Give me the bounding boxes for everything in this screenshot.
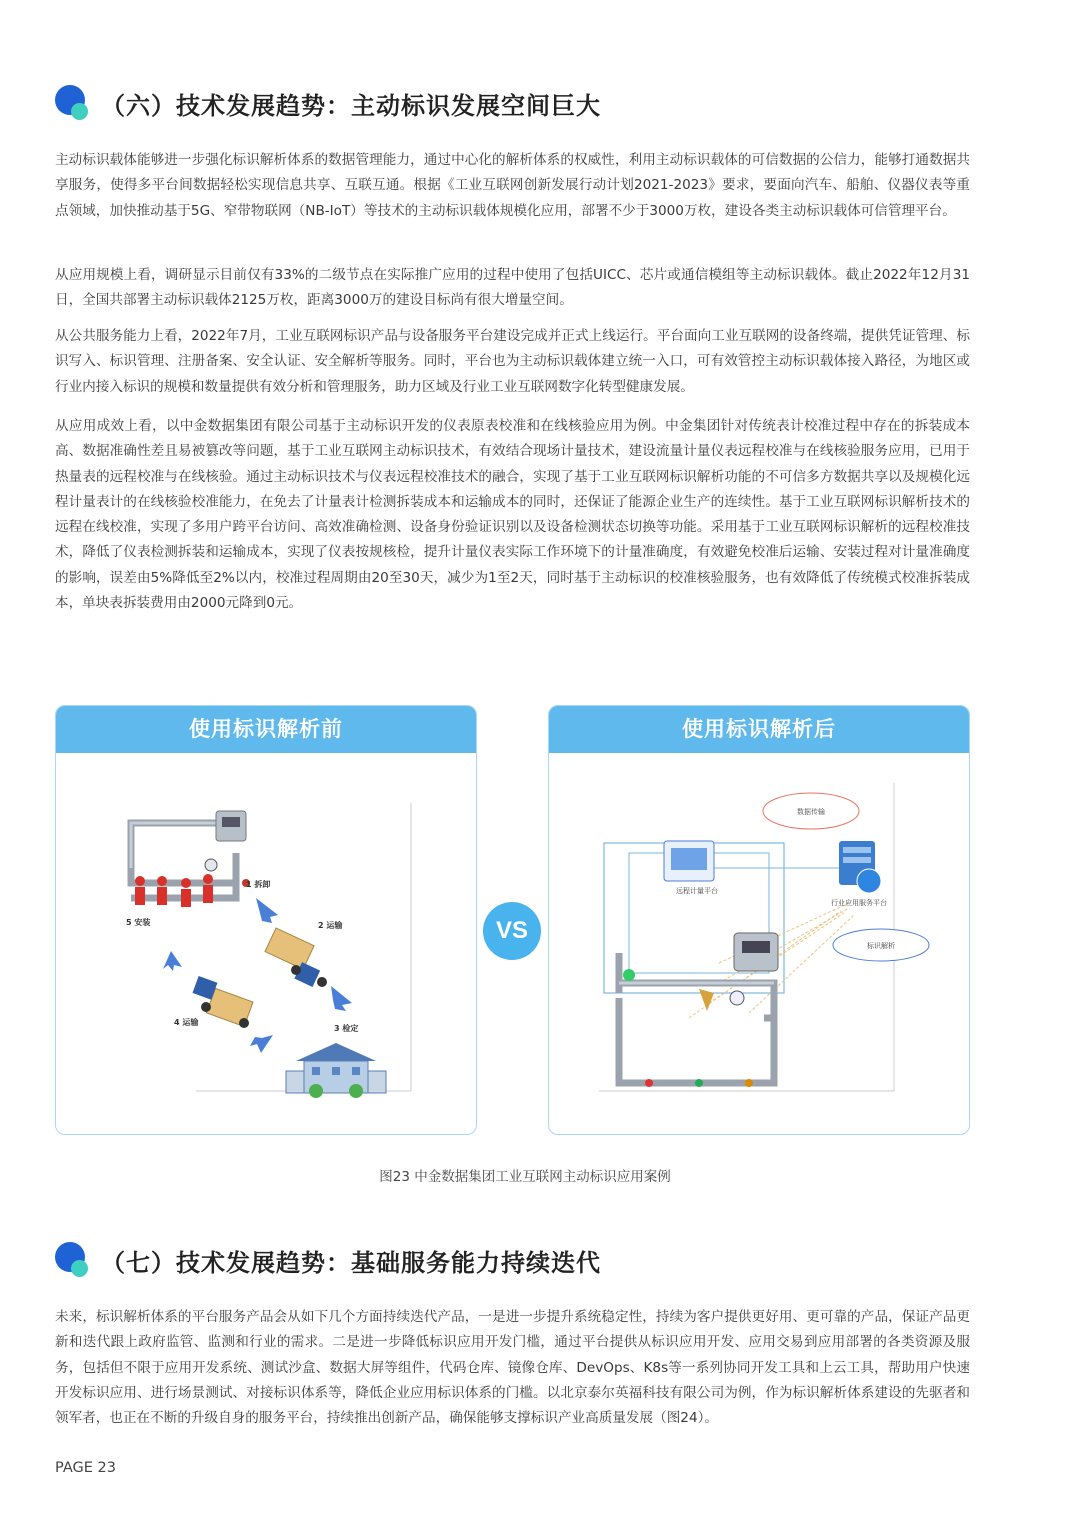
remote-platform-label: 远程计量平台	[676, 887, 718, 895]
section-title-7: （七）技术发展趋势：基础服务能力持续迭代	[101, 1248, 601, 1277]
paragraph: 从公共服务能力上看，2022年7月，工业互联网标识产品与设备服务平台建设完成并正式上线运行。平台面向工业互联网的设备终端，提供凭证管理、标识写入、标识管理、注册备案、安全认证、安全解析等服务。同时，平台也为主动标识载体建立统一入口，可有效管控主动标识载体接入路径，为地区或行业内接入标识的规模和数量提供有效分析和管理服务，助力区域及行业工业互联网数字化转型健康发展。	[55, 328, 970, 395]
page-number: PAGE 23	[55, 1460, 116, 1476]
paragraph: 主动标识载体能够进一步强化标识解析体系的数据管理能力，通过中心化的解析体系的权威性，利用主动标识载体的可信数据的公信力，能够打通数据共享服务，使得多平台间数据轻松实现信息共享、互联互通。根据《工业互联网创新发展行动计划2021-2023》要求，要面向汽车、船舶、仪器仪表等重点领域，加快推动基于5G、窄带物联网（NB-IoT）等技术的主动标识载体规模化应用，部署不少于3000万枚，建设各类主动标识载体可信管理平台。	[55, 152, 970, 219]
paragraph: 从应用成效上看，以中金数据集团有限公司基于主动标识开发的仪表原表校准和在线核验应用为例。中金集团针对传统表计校准过程中存在的拆装成本高、数据准确性差且易被篡改等问题，基于工业互联网主动标识技术，有效结合现场计量技术，建设流量计量仪表远程校准与在线核验服务应用，已用于热量表的远程校准与在线核验。通过主动标识技术与仪表远程校准技术的融合，实现了基于工业互联网标识解析功能的不可信多方数据共享以及规模化远程计量表计的在线核验校准能力，在免去了计量表计检测拆装成本和运输成本的同时，还保证了能源企业生产的连续性。基于工业互联网标识解析技术的远程在线校准，实现了多用户跨平台访问、高效准确检测、设备身份验证识别以及设备检测状态切换等功能。采用基于工业互联网标识解析的远程校准技术，降低了仪表检测拆装和运输成本，实现了仪表按规核检，提升计量仪表实际工作环境下的计量准确度，有效避免校准后运输、安装过程对计量准确度的影响，误差由5%降低至2%以内，校准过程周期由20至30天，减少为1至2天，同时基于主动标识的校准核验服务，也有效降低了传统模式校准拆装成本，单块表拆装费用由2000元降到0元。	[55, 418, 970, 612]
industry-platform-label: 行业应用服务平台	[831, 899, 887, 907]
before-panel-title: 使用标识解析前	[56, 706, 476, 753]
before-panel	[55, 705, 477, 1135]
heading-dots-icon	[55, 1242, 91, 1278]
section-heading-7	[55, 1242, 601, 1278]
before-illustration	[56, 753, 476, 1134]
data-transfer-label: 数据传输	[797, 808, 825, 816]
heading-dots-icon	[55, 85, 91, 121]
after-panel	[548, 705, 970, 1135]
step-label: 4 运输	[174, 1018, 199, 1027]
after-panel-title: 使用标识解析后	[549, 706, 969, 753]
paragraph: 未来，标识解析体系的平台服务产品会从如下几个方面持续迭代产品，一是进一步提升系统稳定性，持续为客户提供更好用、更可靠的产品，保证产品更新和迭代跟上政府监管、监测和行业的需求。二是进一步降低标识应用开发门槛，通过平台提供从标识应用开发、应用交易到应用部署的各类资源及服务，包括但不限于应用开发系统、测试沙盒、数据大屏等组件，代码仓库、镜像仓库、DevOps、K8s等一系列协同开发工具和上云工具，帮助用户快速开发标识应用、进行场景测试、对接标识体系等，降低企业应用标识体系的门槛。以北京泰尔英福科技有限公司为例，作为标识解析体系建设的先驱者和领军者，也正在不断的升级自身的服务平台，持续推出创新产品，确保能够支撑标识产业高质量发展（图24）。	[55, 1309, 970, 1427]
id-resolution-label: 标识解析	[867, 942, 895, 950]
step-label: 1 拆卸	[246, 880, 271, 889]
paragraph: 从应用规模上看，调研显示目前仅有33%的二级节点在实际推广应用的过程中使用了包括UICC、芯片或通信模组等主动标识载体。截止2022年12月31日，全国共部署主动标识载体2125万枚，距离3000万的建设目标尚有很大增量空间。	[55, 267, 970, 309]
section-title-6: （六）技术发展趋势：主动标识发展空间巨大	[101, 91, 601, 120]
vs-badge: VS	[483, 902, 541, 960]
section-heading-6	[55, 85, 601, 121]
after-illustration	[549, 753, 969, 1134]
step-label: 5 安装	[126, 918, 151, 927]
figure-caption: 图23 中金数据集团工业互联网主动标识应用案例	[379, 1169, 671, 1185]
step-label: 2 运输	[318, 921, 343, 930]
step-label: 3 检定	[334, 1024, 359, 1033]
